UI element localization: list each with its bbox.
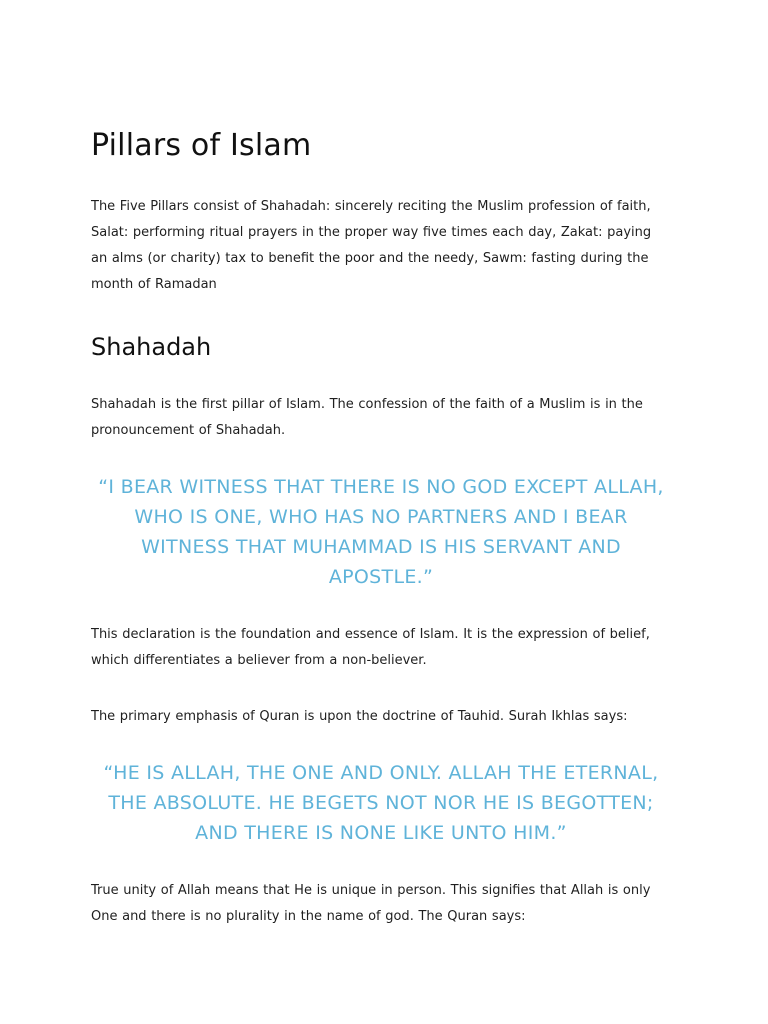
unity-paragraph: True unity of Allah means that He is unique in person. This signifies that Allah is only One and there is no plurality in the name of god. The Quran says: <box>91 883 651 924</box>
surah-ikhlas-quote: “HE IS ALLAH, THE ONE AND ONLY. ALLAH THE ETERNAL, THE ABSOLUTE. HE BEGETS NOT NOR HE IS BEGOTTEN; AND THERE IS NONE LIKE UNTO HIM.” <box>103 762 659 844</box>
shahadah-paragraph: Shahadah is the first pillar of Islam. The confession of the faith of a Muslim is in the pronouncement of Shahadah. <box>91 397 643 438</box>
intro-paragraph: The Five Pillars consist of Shahadah: sincerely reciting the Muslim profession of faith, Salat: performing ritual prayers in the proper way five times each day, Zakat: paying an alms (or charity) tax to benefit the poor and the needy, Sawm: fasting during the month of Ramadan <box>91 199 652 292</box>
shahadah-quote: “I BEAR WITNESS THAT THERE IS NO GOD EXCEPT ALLAH, WHO IS ONE, WHO HAS NO PARTNERS AND I BEAR WITNESS THAT MUHAMMAD IS HIS SERVANT AND APOSTLE.” <box>98 476 664 588</box>
section-heading-shahadah: Shahadah <box>91 333 212 361</box>
tauhid-paragraph: The primary emphasis of Quran is upon the doctrine of Tauhid. Surah Ikhlas says: <box>91 709 628 724</box>
document-body <box>91 126 671 930</box>
page-title: Pillars of Islam <box>91 128 312 163</box>
declaration-paragraph: This declaration is the foundation and essence of Islam. It is the expression of belief, which differentiates a believer from a non-believer. <box>91 627 650 668</box>
